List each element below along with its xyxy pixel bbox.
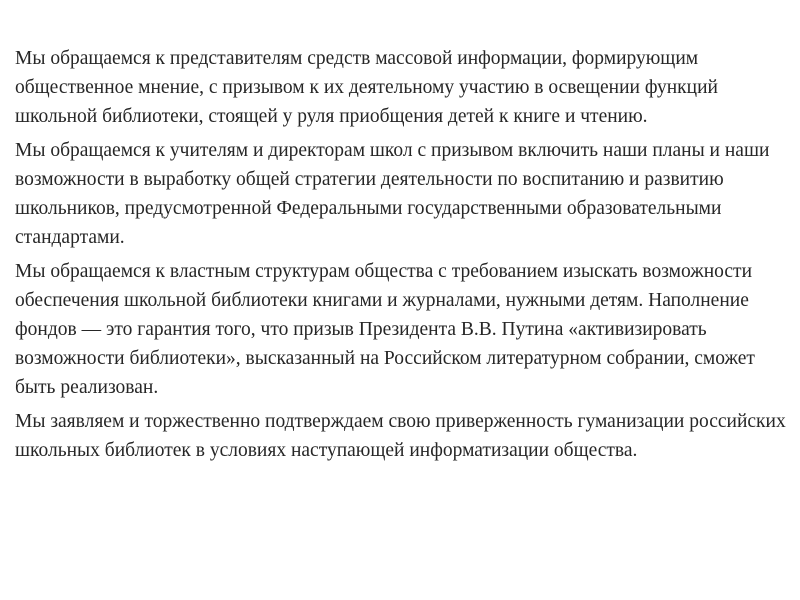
paragraph-media-appeal: Мы обращаемся к представителям средств массовой информации, формирующим общественное мнение, с призывом к их деятельному участию в освещении функций школьной библиотеки, стоящей у руля приобщения детей к книге и чтению. bbox=[15, 48, 718, 127]
body-text bbox=[15, 44, 790, 470]
paragraph-declaration: Мы заявляем и торжественно подтверждаем свою приверженность гуманизации российских школьных библиотек в условиях наступающей информатизации общества. bbox=[15, 411, 786, 461]
paragraph-teachers-appeal: Мы обращаемся к учителям и директорам школ с призывом включить наши планы и наши возможности в выработку общей стратегии деятельности по воспитанию и развитию школьников, предусмотренной Федеральными государственными образовательными стандартами. bbox=[15, 140, 770, 248]
paragraph-authorities-appeal: Мы обращаемся к властным структурам общества с требованием изыскать возможности обеспечения школьной библиотеки книгами и журналами, нужными детям. Наполнение фондов — это гарантия того, что призыв Президента В.В. Путина «активизировать возможности библиотеки», высказанный на Российском литературном собрании, сможет быть реализован. bbox=[15, 261, 755, 398]
